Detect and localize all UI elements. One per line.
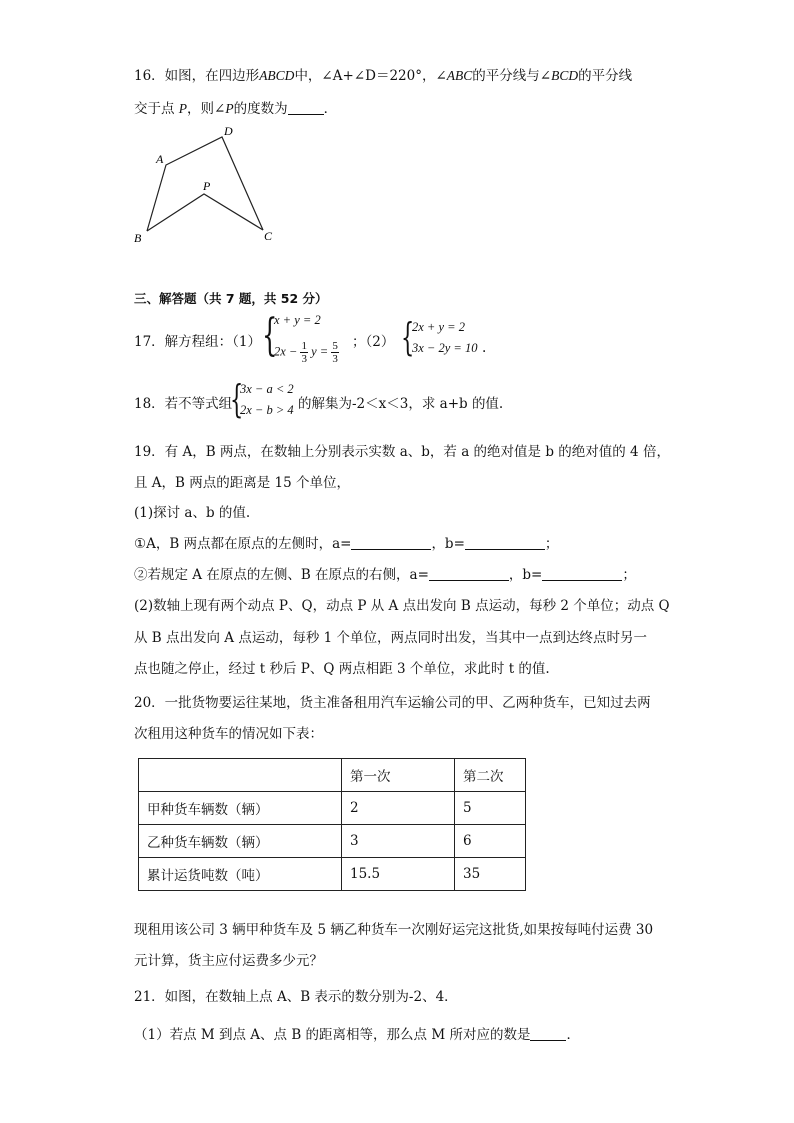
q16-line2 xyxy=(134,99,337,119)
table-row xyxy=(139,825,526,858)
q17-frac-1 xyxy=(300,340,308,365)
q21-line2-end: ． xyxy=(566,1027,580,1043)
q20-table xyxy=(138,758,526,891)
q19-line8: 点也随之停止，经过 t 秒后 P、Q 两点相距 3 个单位，求此时 t 的值. xyxy=(134,661,550,677)
q16-label-a: A xyxy=(156,152,164,166)
q17-frac2-den: 3 xyxy=(332,353,338,365)
q16-bisectors xyxy=(147,194,263,231)
q17-frac-2 xyxy=(331,340,339,365)
q17-separator: ；（2） xyxy=(352,334,395,350)
q18-suffix: 的解集为-2＜x＜3，求 a+b 的值. xyxy=(298,396,504,412)
q19-b-blank-2[interactable] xyxy=(542,566,622,581)
q17-frac1-num: 1 xyxy=(301,340,307,352)
q21-line2-prefix: （1）若点 M 到点 A、点 B 的距离相等，那么点 M 所对应的数是 xyxy=(134,1027,531,1043)
table-header-cell: 第一次 xyxy=(342,759,455,792)
table-cell: 2 xyxy=(342,792,455,825)
q17-sys2-eq1: 2x + y = 2 xyxy=(412,320,465,334)
table-row xyxy=(139,858,526,891)
q19-line4-prefix: ①A，B 两点都在原点的左侧时，a= xyxy=(134,536,352,552)
q18-eq1: 3x − a < 2 xyxy=(240,382,294,396)
q16-angle-bcd: BCD xyxy=(551,68,579,83)
table-header-cell: 第二次 xyxy=(455,759,526,792)
q17-sys1-eq1: x + y = 2 xyxy=(274,313,321,327)
q20-after1: 现租用该公司 3 辆甲种货车及 5 辆乙种货车一次刚好运完这批货,如果按每吨付运费 30 xyxy=(134,922,654,938)
q19-line5-prefix: ②若规定 A 在原点的左侧、B 在原点的右侧，a= xyxy=(134,567,429,583)
q19-line5-mid: ，b= xyxy=(508,567,543,583)
q21-answer-blank[interactable] xyxy=(530,1026,566,1041)
q19-line4-end: ； xyxy=(544,536,559,552)
q17-sys1-eq2-a: 2x − xyxy=(274,344,298,359)
table-cell: 甲种货车辆数（辆） xyxy=(139,792,342,825)
q16-text-g: 的度数为 xyxy=(233,101,288,117)
q19-line5 xyxy=(134,565,636,585)
q19-line5-end: ； xyxy=(622,567,636,583)
q17-sys2-eq2: 3x − 2y = 10 xyxy=(412,341,478,355)
q16-answer-blank[interactable] xyxy=(288,100,324,115)
q21-line2 xyxy=(134,1025,580,1045)
q19-line3: (1)探讨 a、b 的值. xyxy=(134,505,251,521)
q16-label-c: C xyxy=(264,229,273,243)
q18-prefix: 18．若不等式组 xyxy=(134,396,233,412)
q16-text-a: 16．如图，在四边形 xyxy=(134,68,260,84)
q20-after2: 元计算，货主应付运费多少元？ xyxy=(134,953,323,969)
q16-angle-p: P xyxy=(225,101,234,116)
table-header-row xyxy=(139,759,526,792)
q17-sys1-eq2-b: y = xyxy=(311,344,329,359)
q17-prefix: 17．解方程组：（1） xyxy=(134,334,262,350)
q16-text-d: 的平分线 xyxy=(578,68,633,84)
q16-label-d: D xyxy=(224,124,233,138)
q16-text-f: ，则∠ xyxy=(187,101,226,117)
q16-line1 xyxy=(134,66,632,86)
q19-line2: 且 A，B 两点的距离是 15 个单位， xyxy=(134,475,351,491)
q16-label-b: B xyxy=(134,231,142,245)
q19-b-blank-1[interactable] xyxy=(465,535,545,550)
q18-brace: { xyxy=(230,377,244,421)
q19-line7: 从 B 点出发向 A 点运动，每秒 1 个单位，两点同时出发，当其中一点到达终点时另一 xyxy=(134,630,648,646)
q21-line1: 21．如图，在数轴上点 A、B 表示的数分别为-2、4． xyxy=(134,989,458,1005)
section-3-title: 三、解答题（共 7 题，共 52 分） xyxy=(134,291,328,306)
q16-angle-abc: ABC xyxy=(446,68,473,83)
q16-text-b: 中，∠A+∠D＝220°，∠ xyxy=(294,68,447,84)
q19-line1: 19．有 A，B 两点，在数轴上分别表示实数 a、b，若 a 的绝对值是 b 的绝对值的 4 倍， xyxy=(134,444,670,460)
q16-point-p: P xyxy=(178,101,188,116)
table-cell: 15.5 xyxy=(342,858,455,891)
q16-text-c: 的平分线与∠ xyxy=(472,68,552,84)
q17-sys1-brace: { xyxy=(262,310,278,361)
q16-label-p: P xyxy=(203,179,211,193)
table-cell: 5 xyxy=(455,792,526,825)
table-cell: 6 xyxy=(455,825,526,858)
table-cell: 累计运货吨数（吨） xyxy=(139,858,342,891)
q16-outline xyxy=(147,137,263,231)
table-row xyxy=(139,792,526,825)
table-cell: 35 xyxy=(455,858,526,891)
q17-frac1-den: 3 xyxy=(301,353,307,365)
q19-line4-mid: ，b= xyxy=(431,536,465,552)
table-cell: 乙种货车辆数（辆） xyxy=(139,825,342,858)
q19-line4 xyxy=(134,534,558,554)
table-header-cell xyxy=(139,759,342,792)
q19-line6: (2)数轴上现有两个动点 P、Q，动点 P 从 A 点出发向 B 点运动，每秒 2 个单位；动点 Q xyxy=(134,598,670,614)
q20-line1: 20．一批货物要运往某地，货主准备租用汽车运输公司的甲、乙两种货车，已知过去两 xyxy=(134,695,651,711)
q17-sys2-brace: { xyxy=(401,315,415,359)
q17-frac2-num: 5 xyxy=(332,340,338,352)
q18-eq2: 2x − b > 4 xyxy=(240,403,294,417)
q17-sys1-eq2 xyxy=(274,340,339,365)
q16-text-e: 交于点 xyxy=(134,101,175,117)
table-cell: 3 xyxy=(342,825,455,858)
q19-a-blank-1[interactable] xyxy=(351,535,431,550)
q16-quad: ABCD xyxy=(259,68,295,83)
q16-text-h: ． xyxy=(323,101,338,117)
q19-a-blank-2[interactable] xyxy=(429,566,509,581)
q20-line2: 次租用这种货车的情况如下表： xyxy=(134,726,323,742)
q17-end: . xyxy=(482,340,487,356)
